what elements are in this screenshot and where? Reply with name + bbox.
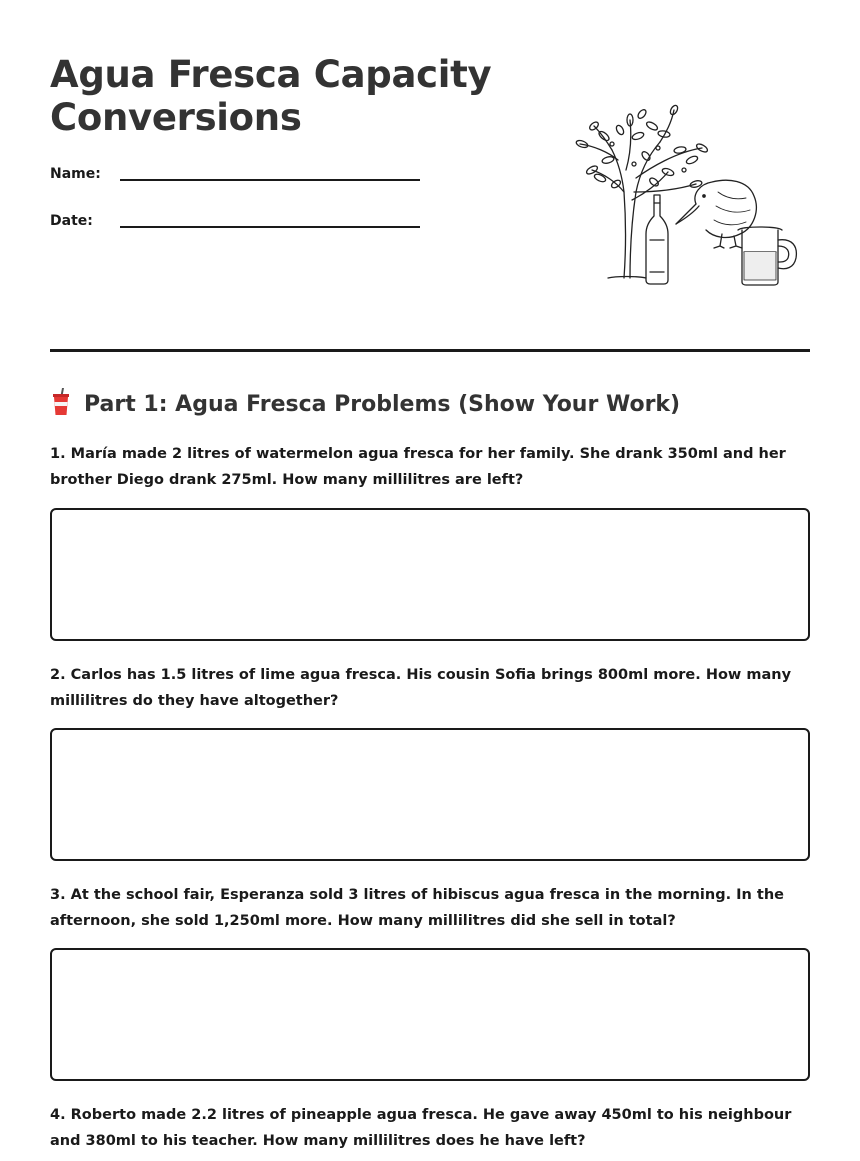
part1-heading bbox=[50, 388, 810, 420]
olive-tree-icon bbox=[575, 104, 708, 278]
question-3: 3. At the school fair, Esperanza sold 3 litres of hibiscus agua fresca in the morning. In the afternoon, she sold 1,250ml more. How many millilitres did she sell in total? bbox=[50, 887, 785, 929]
worksheet-title: Agua Fresca Capacity Conversions bbox=[50, 53, 492, 139]
answer-box-3[interactable] bbox=[50, 948, 810, 1081]
part1-heading-text: Part 1: Agua Fresca Problems (Show Your Work) bbox=[84, 392, 681, 417]
name-line[interactable] bbox=[120, 179, 420, 181]
bottle-icon bbox=[646, 195, 668, 284]
date-field[interactable] bbox=[50, 213, 420, 239]
question-4: 4. Roberto made 2.2 litres of pineapple agua fresca. He gave away 450ml to his neighbour and 380ml to his teacher. How many millilitres does he have left? bbox=[50, 1107, 792, 1149]
kiwi-bird-icon bbox=[676, 180, 756, 248]
header-divider bbox=[50, 349, 810, 352]
answer-box-2[interactable] bbox=[50, 728, 810, 861]
cup-with-straw-icon bbox=[50, 388, 72, 416]
measuring-jug-icon bbox=[738, 227, 796, 285]
worksheet-illustration bbox=[546, 100, 800, 286]
date-label: Date: bbox=[50, 213, 93, 229]
name-field[interactable] bbox=[50, 166, 420, 192]
name-label: Name: bbox=[50, 166, 101, 182]
answer-box-1[interactable] bbox=[50, 508, 810, 641]
date-line[interactable] bbox=[120, 226, 420, 228]
question-2: 2. Carlos has 1.5 litres of lime agua fresca. His cousin Sofia brings 800ml more. How many millilitres do they have altogether? bbox=[50, 667, 792, 709]
question-1: 1. María made 2 litres of watermelon agua fresca for her family. She drank 350ml and her brother Diego drank 275ml. How many millilitres are left? bbox=[50, 446, 786, 488]
